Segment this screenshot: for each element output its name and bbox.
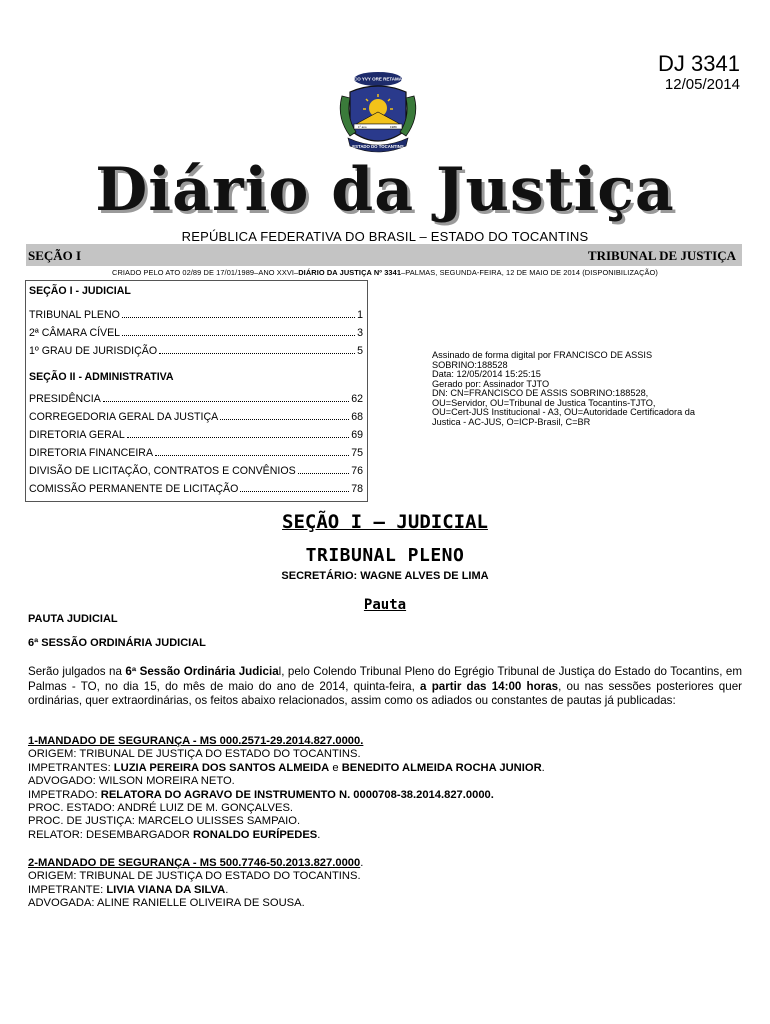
case-origin: ORIGEM: TRIBUNAL DE JUSTIÇA DO ESTADO DO TOCANTINS.: [28, 748, 361, 761]
toc-item[interactable]: CORREGEDORIA GERAL DA JUSTIÇA 68: [29, 411, 363, 423]
seal-year-right: 1989: [390, 125, 397, 129]
section-title: SEÇÃO I – JUDICIAL: [282, 511, 488, 533]
edition-number: DJ 3341: [658, 51, 740, 76]
masthead-title: Diário da Justiça: [95, 155, 675, 225]
toc-item[interactable]: 2ª CÂMARA CÍVEL 3: [29, 327, 363, 339]
signature-line: DN: CN=FRANCISCO DE ASSIS SOBRINO:188528,: [432, 388, 649, 398]
case-rapporteur: RELATOR: DESEMBARGADOR RONALDO EURÍPEDES.: [28, 828, 321, 841]
toc-item[interactable]: 1º GRAU DE JURISDIÇÃO 5: [29, 345, 363, 357]
case-heading: 1-MANDADO DE SEGURANÇA - MS 000.2571-29.2014.827.0000.: [28, 735, 364, 747]
case-heading: 2-MANDADO DE SEGURANÇA - MS 500.7746-50.2013.827.0000.: [28, 857, 364, 869]
toc-item[interactable]: TRIBUNAL PLENO 1: [29, 309, 363, 321]
band-section-label: SEÇÃO I: [28, 248, 82, 263]
seal-top-text: CO YVY ORE RETAMA: [353, 76, 403, 82]
signature-line: Assinado de forma digital por FRANCISCO DE ASSIS: [432, 350, 653, 360]
case-justice-prosecutor: PROC. DE JUSTIÇA: MARCELO ULISSES SAMPAIO.: [28, 815, 301, 828]
edition-date: 12/05/2014: [664, 76, 740, 93]
masthead-subtitle: REPÚBLICA FEDERATIVA DO BRASIL – ESTADO DO TOCANTINS: [181, 229, 589, 244]
toc-item[interactable]: DIRETORIA FINANCEIRA 75: [29, 447, 363, 459]
tocantins-seal: [328, 62, 428, 162]
signature-line: Justica - AC-JUS, O=ICP-Brasil, C=BR: [432, 416, 591, 427]
case-petitioners: IMPETRANTES: LUZIA PEREIRA DOS SANTOS ALMEIDA e BENEDITO ALMEIDA ROCHA JUNIOR.: [28, 761, 545, 774]
digital-signature: [432, 351, 732, 427]
case-state-prosecutor: PROC. ESTADO: ANDRÉ LUIZ DE M. GONÇALVES.: [28, 802, 294, 815]
case-origin: ORIGEM: TRIBUNAL DE JUSTIÇA DO ESTADO DO TOCANTINS.: [28, 870, 361, 883]
case-respondent: IMPETRADO: RELATORA DO AGRAVO DE INSTRUMENTO N. 0000708-38.2014.827.0000.: [28, 788, 494, 801]
signature-line: Gerado por: Assinador TJTO: [432, 378, 550, 389]
secretary-line: SECRETÁRIO: WAGNE ALVES DE LIMA: [281, 570, 489, 582]
case-petitioner: IMPETRANTE: LIVIA VIANA DA SILVA.: [28, 883, 229, 896]
creation-line-post: –PALMAS, SEGUNDA-FEIRA, 12 DE MAIO DE 2014 (DISPONIBILIZAÇÃO): [401, 268, 658, 277]
toc-item[interactable]: COMISSÃO PERMANENTE DE LICITAÇÃO 78: [29, 483, 363, 495]
toc-item[interactable]: DIVISÃO DE LICITAÇÃO, CONTRATOS E CONVÊNIOS 76: [29, 465, 363, 477]
toc-section-judicial: SEÇÃO I - JUDICIAL: [29, 285, 131, 297]
signature-line: SOBRINO:188528: [432, 359, 508, 370]
signature-line: Data: 12/05/2014 15:25:15: [432, 369, 541, 379]
creation-line: [0, 268, 770, 277]
toc-item[interactable]: PRESIDÊNCIA 62: [29, 393, 363, 405]
pauta-title: Pauta: [363, 597, 407, 613]
pauta-judicial-label: PAUTA JUDICIAL: [28, 613, 118, 625]
creation-line-number: DIÁRIO DA JUSTIÇA Nº 3341: [298, 268, 402, 277]
edition-block: [658, 52, 740, 94]
toc-item[interactable]: DIRETORIA GERAL 69: [29, 429, 363, 441]
table-of-contents: [25, 280, 368, 502]
case-item-2: [28, 857, 742, 911]
toc-section-administrativa: SEÇÃO II - ADMINISTRATIVA: [29, 371, 174, 383]
case-lawyer: ADVOGADA: ALINE RANIELLE OLIVEIRA DE SOUSA.: [28, 897, 305, 910]
signature-line: OU=Cert-JUS Institucional - A3, OU=Autoridade Certificadora da: [432, 407, 695, 417]
session-label: 6ª SESSÃO ORDINÁRIA JUDICIAL: [28, 637, 206, 649]
section-band: [26, 244, 742, 266]
seal-year-left: 1º ano: [358, 125, 367, 129]
seal-bottom-text: ESTADO DO TOCANTINS: [352, 144, 404, 149]
creation-line-pre: CRIADO PELO ATO 02/89 DE 17/01/1989–ANO XXVI–: [112, 268, 299, 277]
signature-line: OU=Servidor, OU=Tribunal de Justica Tocantins-TJTO,: [432, 397, 656, 408]
tribunal-pleno-title: TRIBUNAL PLENO: [305, 545, 465, 566]
case-item-1: [28, 735, 742, 842]
case-lawyer: ADVOGADO: WILSON MOREIRA NETO.: [28, 775, 235, 788]
band-court-label: TRIBUNAL DE JUSTIÇA: [587, 248, 736, 263]
intro-paragraph: Serão julgados na 6ª Sessão Ordinária Judicial, pelo Colendo Tribunal Pleno do Egrégio Tribunal de Justiça do Estado do Tocantins, em Palmas - TO, no dia 15, do mês de maio do ano de 2014, quinta-feira, a partir das 14:00 horas, ou nas sessões posteriores quer ordinárias, quer extraordinárias, os feitos abaixo relacionados, assim como os adiados ou constantes de pautas já publicadas:: [28, 665, 743, 707]
